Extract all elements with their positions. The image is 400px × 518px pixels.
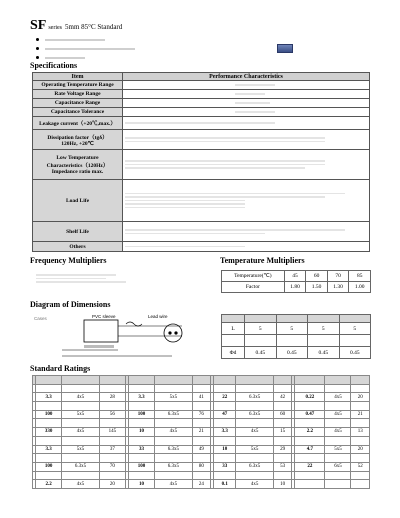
table-row [33,376,370,385]
spec-value [123,180,370,222]
spacer-cell [325,384,351,393]
temp-cell: 60 [306,271,328,282]
spec-item-line3: Impedance ratio max. [51,168,104,175]
spacer-cell [36,471,62,480]
spacer-cell [295,384,325,393]
ripple-cell: 52 [351,462,370,471]
spacer-cell [99,471,125,480]
spacer-cell [351,402,370,411]
spacer-cell [99,384,125,393]
size-cell: 4x5 [325,410,351,419]
series-description: 5mm 85°C Standard [65,23,123,31]
header-cell [155,376,193,385]
spacer-cell [214,454,236,463]
spacer-cell [351,436,370,445]
capacitance-cell: 3.3 [128,393,154,402]
spacer-cell [155,419,193,428]
spacer-cell [236,402,274,411]
capacitor-diagram [32,312,192,364]
spec-item: Rate Voltage Range [33,90,123,99]
bullet-icon [36,56,39,59]
ripple-cell: 41 [192,393,210,402]
dim-cell: 5 [276,323,307,335]
spacer-cell [128,436,154,445]
spacer-cell [295,402,325,411]
dim-label: L [222,323,245,335]
spec-value [123,130,370,150]
ripple-cell: 42 [273,393,291,402]
spacer-cell [273,419,291,428]
table-row [33,393,370,402]
dimensions-title: Diagram of Dimensions [30,300,111,309]
size-cell: 6.3x5 [155,445,193,454]
spacer-cell [295,419,325,428]
temperature-header: Temperature(℃) [222,271,285,282]
ripple-cell: 53 [273,462,291,471]
dim-cell: 0.45 [308,347,339,359]
capacitance-cell: 0.1 [214,480,236,489]
dim-cell: 5 [308,323,339,335]
spacer-cell [192,436,210,445]
spacer-cell [351,454,370,463]
spacer-cell [128,419,154,428]
ripple-cell: 24 [192,480,210,489]
faint-text [45,39,105,41]
spacer-cell [214,402,236,411]
ripple-cell: 20 [351,393,370,402]
spec-item-line1: Low Temperature [56,154,99,161]
dim-cell: 5 [339,323,371,335]
factor-cell: 1.80 [284,282,306,293]
table-row [33,410,370,419]
ripple-cell: 37 [99,445,125,454]
size-cell: 6.3x5 [155,462,193,471]
size-cell: 4x5 [62,480,100,489]
temp-cell: 85 [349,271,371,282]
bullet-icon [36,47,39,50]
feature-list [36,35,135,62]
ripple-cell: 20 [351,445,370,454]
list-item [36,44,135,53]
spacer-cell [128,402,154,411]
ripple-cell: 21 [351,410,370,419]
ripple-cell: 28 [99,393,125,402]
spec-item: Capacitance Range [33,99,123,108]
spec-item-line2: Characteristics（120Hz） [46,162,109,169]
size-cell: 5x5 [155,393,193,402]
spacer-cell [351,384,370,393]
capacitance-cell: 47 [214,410,236,419]
size-cell: 6.3x5 [155,410,193,419]
list-item [36,35,135,44]
dim-label: Φd [222,347,245,359]
capacitance-cell: 330 [36,428,62,437]
specifications-title: Specifications [30,61,78,70]
ripple-cell [351,480,370,489]
spec-value [123,242,370,252]
header-cell [214,376,236,385]
dimensions-table [221,314,371,359]
spacer-cell [192,384,210,393]
capacitance-cell: 100 [36,410,62,419]
size-cell: 5x5 [62,410,100,419]
spacer-cell [325,419,351,428]
ripple-cell: 80 [192,462,210,471]
table-row [33,428,370,437]
dim-cell: 5 [245,323,276,335]
size-cell: 4x5 [155,480,193,489]
faint-text [45,57,85,59]
capacitance-cell: 10 [128,428,154,437]
spacer-cell [36,402,62,411]
spacer-cell [325,454,351,463]
ripple-cell: 56 [99,410,125,419]
spacer-cell [325,402,351,411]
spacer-cell [273,402,291,411]
plate-label: Cases [34,316,47,321]
spacer-cell [128,471,154,480]
dim-cell: 0.45 [276,347,307,359]
size-cell: 4x5 [155,428,193,437]
ripple-cell: 21 [192,428,210,437]
ripple-cell: 20 [99,480,125,489]
temp-cell: 70 [327,271,349,282]
spacer-cell [214,384,236,393]
header-cell [295,376,325,385]
frequency-multipliers-title: Frequency Multipliers [30,256,107,265]
capacitance-cell [295,480,325,489]
faint-text [45,48,135,50]
size-cell: 4x5 [236,480,274,489]
size-cell [325,480,351,489]
series-word: series [48,25,63,31]
spec-value [123,117,370,130]
spacer-cell [295,471,325,480]
spacer-cell [236,454,274,463]
spacer-cell [273,454,291,463]
capacitance-cell: 22 [214,393,236,402]
table-row [33,454,370,463]
spacer-cell [295,454,325,463]
spacer-cell [325,471,351,480]
size-cell: 6.3x5 [236,393,274,402]
size-cell: 6.3x5 [236,462,274,471]
spec-item-line2: 120Hz, +20℃ [61,140,94,147]
spacer-cell [36,454,62,463]
spacer-cell [236,471,274,480]
capacitance-cell: 0.47 [295,410,325,419]
capacitance-cell: 2.2 [36,480,62,489]
spec-item: Others [33,242,123,252]
spec-item: Operating Temperature Range [33,81,123,90]
spacer-cell [273,436,291,445]
size-cell: 6.3x5 [62,462,100,471]
factor-cell: 1.00 [349,282,371,293]
header-cell [236,376,274,385]
spec-item: Shelf Life [33,222,123,242]
capacitance-cell: 10 [128,480,154,489]
spacer-cell [62,384,100,393]
capacitor-top-view [164,324,182,342]
spacer-cell [128,454,154,463]
spacer-cell [236,419,274,428]
table-row [33,445,370,454]
ripple-cell: 13 [351,428,370,437]
header-cell [273,376,291,385]
spacer-cell [62,436,100,445]
ripple-cell: 49 [192,445,210,454]
spacer-cell [99,436,125,445]
spec-item: Capacitance Tolerance [33,108,123,117]
spacer-cell [192,419,210,428]
capacitance-cell: 3.3 [214,428,236,437]
table-row [33,471,370,480]
spacer-cell [273,384,291,393]
spec-value [123,99,370,108]
capacitance-cell: 22 [295,462,325,471]
table-row [33,436,370,445]
ratings-table [32,375,370,489]
table-row [33,419,370,428]
spacer-cell [36,384,62,393]
capacitor-image [277,44,293,53]
col-item-header: Item [33,73,123,81]
size-cell: 6.3x5 [236,410,274,419]
spacer-cell [273,471,291,480]
spec-item-line1: Dissipation factor（tgδ） [47,134,108,141]
size-cell: 4x5 [236,428,274,437]
spacer-cell [325,436,351,445]
capacitor-body [84,320,118,342]
spec-item: Leakage current（+20℃,max.） [33,117,123,130]
temperature-table [221,270,371,293]
series-name: SF [30,18,47,33]
spacer-cell [295,436,325,445]
factor-header: Factor [222,282,285,293]
capacitance-cell: 0.22 [295,393,325,402]
spacer-cell [155,471,193,480]
spacer-cell [351,419,370,428]
spacer-cell [128,384,154,393]
col-perf-header: Performance Characteristics [123,73,370,81]
header-cell [192,376,210,385]
dim-cell: 0.45 [245,347,276,359]
spacer-cell [99,419,125,428]
spec-value [123,108,370,117]
ratings-title: Standard Ratings [30,364,91,373]
header-cell [62,376,100,385]
table-row [33,402,370,411]
spec-item: Load Life [33,180,123,222]
spacer-cell [155,454,193,463]
size-cell: 5x5 [236,445,274,454]
ripple-cell: 60 [273,410,291,419]
spec-item [33,150,123,180]
dim-cell: 0.45 [339,347,371,359]
factor-cell: 1.50 [306,282,328,293]
spacer-cell [236,436,274,445]
frequency-multipliers-body [36,272,126,285]
spec-value [123,150,370,180]
spacer-cell [192,471,210,480]
lead-label: Lead wire [148,314,168,319]
header-cell [325,376,351,385]
spacer-cell [36,436,62,445]
table-row [33,384,370,393]
temperature-multipliers-title: Temperature Multipliers [220,256,305,265]
size-cell: 5x5 [325,445,351,454]
sleeve-label: PVC sleeve [92,314,116,319]
ripple-cell: 76 [192,410,210,419]
spacer-cell [236,384,274,393]
temp-cell: 45 [284,271,306,282]
table-row [33,462,370,471]
spacer-cell [192,402,210,411]
size-cell: 4x5 [325,428,351,437]
header-cell [128,376,154,385]
size-cell: 5x5 [62,445,100,454]
spec-value [123,81,370,90]
capacitance-cell: 10 [214,445,236,454]
spacer-cell [192,454,210,463]
size-cell: 4x5 [62,393,100,402]
capacitance-cell: 33 [214,462,236,471]
size-cell: 4x5 [325,393,351,402]
specifications-table [32,72,370,252]
spacer-cell [155,384,193,393]
spacer-cell [155,402,193,411]
spacer-cell [351,471,370,480]
capacitance-cell: 4.7 [295,445,325,454]
table-row [33,480,370,489]
ripple-cell: 29 [273,445,291,454]
spacer-cell [62,471,100,480]
page-title [30,18,122,34]
spacer-cell [62,402,100,411]
capacitance-cell: 100 [128,462,154,471]
header-cell [36,376,62,385]
capacitance-cell: 3.3 [36,393,62,402]
capacitance-cell: 3.3 [36,445,62,454]
header-cell [351,376,370,385]
ripple-cell: 145 [99,428,125,437]
spacer-cell [36,419,62,428]
capacitance-cell: 2.2 [295,428,325,437]
capacitance-cell: 100 [36,462,62,471]
capacitance-cell: 100 [128,410,154,419]
size-cell: 6x5 [325,462,351,471]
spacer-cell [99,402,125,411]
spacer-cell [214,419,236,428]
capacitance-cell: 33 [128,445,154,454]
spacer-cell [99,454,125,463]
factor-cell: 1.30 [327,282,349,293]
spec-item [33,130,123,150]
spec-value [123,222,370,242]
ripple-cell: 10 [273,480,291,489]
spec-value [123,90,370,99]
ripple-cell: 15 [273,428,291,437]
ripple-cell: 70 [99,462,125,471]
header-cell [99,376,125,385]
bullet-icon [36,38,39,41]
spacer-cell [62,419,100,428]
spacer-cell [62,454,100,463]
spacer-cell [155,436,193,445]
spacer-cell [214,471,236,480]
spacer-cell [214,436,236,445]
size-cell: 4x5 [62,428,100,437]
